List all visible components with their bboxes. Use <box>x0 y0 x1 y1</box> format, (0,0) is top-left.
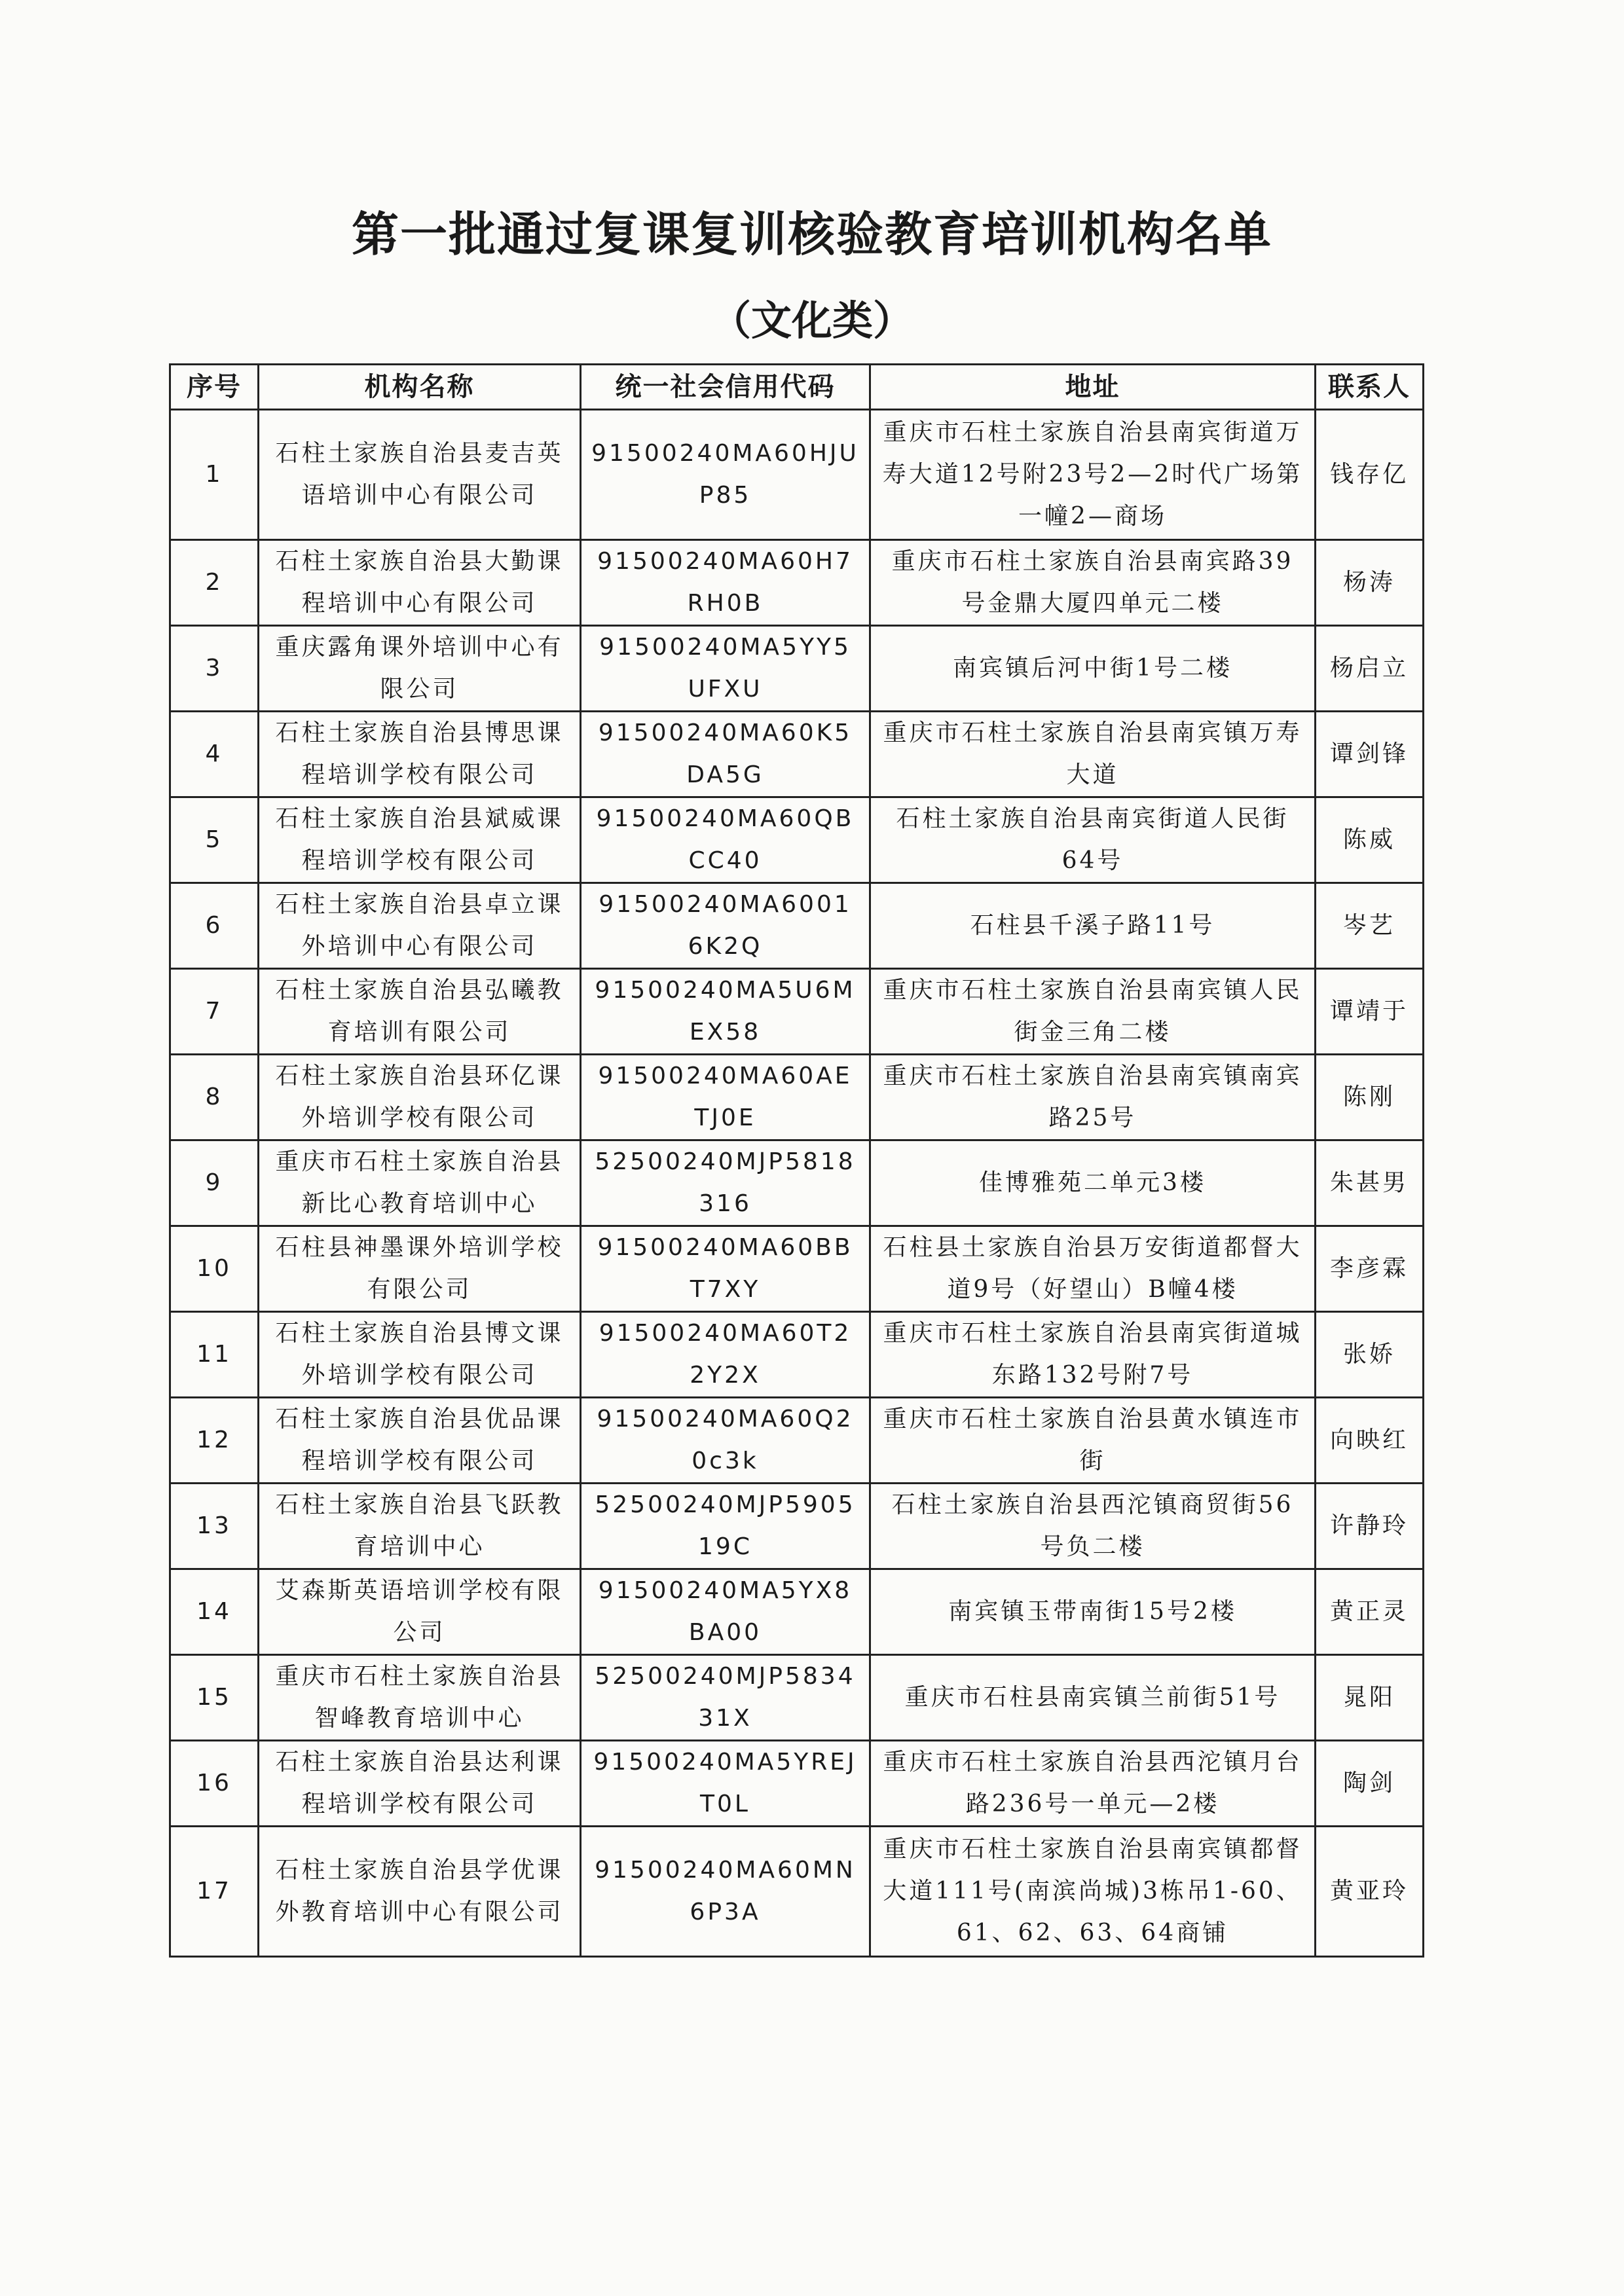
cell-name: 石柱土家族自治县博文课外培训学校有限公司 <box>259 1312 581 1398</box>
cell-no: 13 <box>170 1484 259 1569</box>
cell-code: 52500240MJP583431X <box>581 1655 870 1741</box>
cell-no: 14 <box>170 1569 259 1655</box>
table-row <box>170 1398 1424 1484</box>
cell-no: 15 <box>170 1655 259 1741</box>
cell-address: 重庆市石柱土家族自治县南宾镇都督大道111号(南滨尚城)3栋吊1-60、61、62、63、64商铺 <box>870 1827 1316 1957</box>
cell-address: 南宾镇玉带南街15号2楼 <box>870 1569 1316 1655</box>
cell-name: 艾森斯英语培训学校有限公司 <box>259 1569 581 1655</box>
cell-address: 重庆市石柱县南宾镇兰前街51号 <box>870 1655 1316 1741</box>
cell-name: 石柱土家族自治县博思课程培训学校有限公司 <box>259 712 581 797</box>
cell-contact: 黄正灵 <box>1316 1569 1424 1655</box>
cell-contact: 向映红 <box>1316 1398 1424 1484</box>
cell-address: 重庆市石柱土家族自治县南宾镇万寿大道 <box>870 712 1316 797</box>
cell-code: 91500240MA60H7RH0B <box>581 540 870 626</box>
table-row <box>170 969 1424 1055</box>
cell-contact: 钱存亿 <box>1316 410 1424 540</box>
cell-contact: 黄亚玲 <box>1316 1827 1424 1957</box>
cell-contact: 张娇 <box>1316 1312 1424 1398</box>
cell-code: 91500240MA60K5DA5G <box>581 712 870 797</box>
cell-no: 5 <box>170 797 259 883</box>
cell-name: 石柱土家族自治县学优课外教育培训中心有限公司 <box>259 1827 581 1957</box>
cell-contact: 陈威 <box>1316 797 1424 883</box>
cell-contact: 陈刚 <box>1316 1055 1424 1140</box>
table-row <box>170 410 1424 540</box>
cell-no: 3 <box>170 626 259 712</box>
table-header-row <box>170 365 1424 410</box>
cell-address: 重庆市石柱土家族自治县南宾镇南宾路25号 <box>870 1055 1316 1140</box>
cell-contact: 杨涛 <box>1316 540 1424 626</box>
cell-address: 佳博雅苑二单元3楼 <box>870 1140 1316 1226</box>
table-row <box>170 1827 1424 1957</box>
cell-contact: 杨启立 <box>1316 626 1424 712</box>
table-row <box>170 1312 1424 1398</box>
cell-code: 91500240MA5YREJT0L <box>581 1741 870 1827</box>
cell-code: 52500240MJP590519C <box>581 1484 870 1569</box>
table-row <box>170 1569 1424 1655</box>
header-address: 地址 <box>870 365 1316 410</box>
cell-name: 石柱土家族自治县弘曦教育培训有限公司 <box>259 969 581 1055</box>
table-row <box>170 797 1424 883</box>
table-row <box>170 1741 1424 1827</box>
institution-table <box>169 363 1424 1958</box>
header-no: 序号 <box>170 365 259 410</box>
cell-code: 91500240MA5YX8BA00 <box>581 1569 870 1655</box>
cell-name: 石柱土家族自治县飞跃教育培训中心 <box>259 1484 581 1569</box>
table-row <box>170 1226 1424 1312</box>
cell-address: 石柱县土家族自治县万安街道都督大道9号（好望山）B幢4楼 <box>870 1226 1316 1312</box>
cell-contact: 李彦霖 <box>1316 1226 1424 1312</box>
cell-code: 91500240MA5YY5UFXU <box>581 626 870 712</box>
cell-name: 重庆市石柱土家族自治县新比心教育培训中心 <box>259 1140 581 1226</box>
cell-address: 重庆市石柱土家族自治县南宾街道城东路132号附7号 <box>870 1312 1316 1398</box>
cell-name: 重庆露角课外培训中心有限公司 <box>259 626 581 712</box>
table-row <box>170 626 1424 712</box>
cell-name: 石柱土家族自治县达利课程培训学校有限公司 <box>259 1741 581 1827</box>
header-name: 机构名称 <box>259 365 581 410</box>
cell-code: 91500240MA60016K2Q <box>581 883 870 969</box>
cell-address: 重庆市石柱土家族自治县南宾镇人民街金三角二楼 <box>870 969 1316 1055</box>
cell-no: 2 <box>170 540 259 626</box>
cell-contact: 晁阳 <box>1316 1655 1424 1741</box>
cell-code: 91500240MA5U6MEX58 <box>581 969 870 1055</box>
cell-contact: 岑艺 <box>1316 883 1424 969</box>
cell-contact: 谭靖于 <box>1316 969 1424 1055</box>
table-row <box>170 712 1424 797</box>
cell-contact: 朱甚男 <box>1316 1140 1424 1226</box>
cell-no: 6 <box>170 883 259 969</box>
cell-address: 石柱土家族自治县南宾街道人民街64号 <box>870 797 1316 883</box>
cell-no: 1 <box>170 410 259 540</box>
cell-contact: 谭剑锋 <box>1316 712 1424 797</box>
header-contact: 联系人 <box>1316 365 1424 410</box>
cell-no: 7 <box>170 969 259 1055</box>
cell-code: 91500240MA60BBT7XY <box>581 1226 870 1312</box>
cell-name: 重庆市石柱土家族自治县智峰教育培训中心 <box>259 1655 581 1741</box>
cell-no: 16 <box>170 1741 259 1827</box>
table-row <box>170 540 1424 626</box>
cell-code: 91500240MA60MN6P3A <box>581 1827 870 1957</box>
cell-name: 石柱土家族自治县卓立课外培训中心有限公司 <box>259 883 581 969</box>
cell-address: 石柱土家族自治县西沱镇商贸街56号负二楼 <box>870 1484 1316 1569</box>
cell-address: 重庆市石柱土家族自治县黄水镇连市街 <box>870 1398 1316 1484</box>
table-row <box>170 883 1424 969</box>
cell-address: 石柱县千溪子路11号 <box>870 883 1316 969</box>
cell-code: 91500240MA60AETJ0E <box>581 1055 870 1140</box>
cell-contact: 陶剑 <box>1316 1741 1424 1827</box>
document-subtitle: （文化类） <box>710 297 913 344</box>
cell-code: 91500240MA60Q20c3k <box>581 1398 870 1484</box>
cell-no: 12 <box>170 1398 259 1484</box>
cell-no: 9 <box>170 1140 259 1226</box>
cell-code: 91500240MA60QBCC40 <box>581 797 870 883</box>
cell-name: 石柱土家族自治县大勤课程培训中心有限公司 <box>259 540 581 626</box>
cell-no: 4 <box>170 712 259 797</box>
table-row <box>170 1484 1424 1569</box>
cell-code: 91500240MA60T22Y2X <box>581 1312 870 1398</box>
cell-address: 重庆市石柱土家族自治县西沱镇月台路236号一单元—2楼 <box>870 1741 1316 1827</box>
cell-contact: 许静玲 <box>1316 1484 1424 1569</box>
cell-name: 石柱土家族自治县环亿课外培训学校有限公司 <box>259 1055 581 1140</box>
cell-no: 17 <box>170 1827 259 1957</box>
cell-name: 石柱县神墨课外培训学校有限公司 <box>259 1226 581 1312</box>
cell-no: 11 <box>170 1312 259 1398</box>
cell-code: 52500240MJP5818316 <box>581 1140 870 1226</box>
table-row <box>170 1140 1424 1226</box>
document-title: 第一批通过复课复训核验教育培训机构名单 <box>351 206 1272 262</box>
cell-address: 重庆市石柱土家族自治县南宾路39号金鼎大厦四单元二楼 <box>870 540 1316 626</box>
cell-name: 石柱土家族自治县麦吉英语培训中心有限公司 <box>259 410 581 540</box>
cell-no: 8 <box>170 1055 259 1140</box>
cell-name: 石柱土家族自治县斌威课程培训学校有限公司 <box>259 797 581 883</box>
header-code: 统一社会信用代码 <box>581 365 870 410</box>
table-row <box>170 1655 1424 1741</box>
cell-address: 重庆市石柱土家族自治县南宾街道万寿大道12号附23号2—2时代广场第一幢2—商场 <box>870 410 1316 540</box>
cell-no: 10 <box>170 1226 259 1312</box>
cell-code: 91500240MA60HJUP85 <box>581 410 870 540</box>
cell-name: 石柱土家族自治县优品课程培训学校有限公司 <box>259 1398 581 1484</box>
cell-address: 南宾镇后河中街1号二楼 <box>870 626 1316 712</box>
table-row <box>170 1055 1424 1140</box>
